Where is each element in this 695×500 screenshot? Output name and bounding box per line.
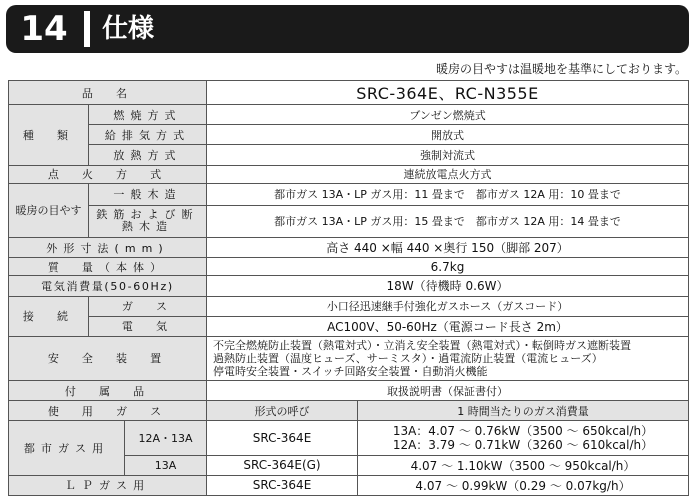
heat-label: 放熱方式 bbox=[89, 145, 207, 165]
safety-value bbox=[207, 336, 689, 380]
power-value: 18W（待機時 0.6W） bbox=[207, 276, 689, 296]
table-row bbox=[9, 145, 689, 165]
table-row bbox=[9, 81, 689, 105]
table-row bbox=[9, 105, 689, 125]
wood-label: 一般木造 bbox=[89, 183, 207, 205]
gas-connection-value: 小口径迅速継手付強化ガスホース（ガスコード） bbox=[207, 296, 689, 316]
table-row bbox=[9, 205, 689, 237]
lp-gas-model: SRC-364E bbox=[207, 475, 358, 495]
consumption-line: 13A：4.07 〜 0.76kW（3500 〜 650kcal/h） bbox=[392, 423, 654, 438]
product-name-label: 品 名 bbox=[9, 81, 207, 105]
gas-connection-label: ガ ス bbox=[89, 296, 207, 316]
city-gas-label: 都市ガス用 bbox=[9, 421, 125, 475]
table-row bbox=[9, 276, 689, 296]
safety-label: 安 全 装 置 bbox=[9, 336, 207, 380]
table-row bbox=[9, 381, 689, 401]
city-gas-type-2: 13A bbox=[125, 455, 207, 475]
ignition-value: 連続放電点火方式 bbox=[207, 165, 689, 183]
concrete-label: 鉄筋および断熱木造 bbox=[89, 205, 207, 237]
city-gas-model-2: SRC-364E(G) bbox=[207, 455, 358, 475]
electric-connection-value: AC100V、50-60Hz（電源コード長さ 2m） bbox=[207, 316, 689, 336]
table-row bbox=[9, 183, 689, 205]
heat-value: 強制対流式 bbox=[207, 145, 689, 165]
table-row bbox=[9, 316, 689, 336]
lp-gas-consumption: 4.07 〜 0.99kW（0.29 〜 0.07kg/h） bbox=[358, 475, 689, 495]
table-row bbox=[9, 475, 689, 495]
wood-value: 都市ガス 13A・LP ガス用：11 畳まで 都市ガス 12A 用：10 畳まで bbox=[207, 183, 689, 205]
city-gas-consumption-2: 4.07 〜 1.10kW（3500 〜 950kcal/h） bbox=[358, 455, 689, 475]
exhaust-value: 開放式 bbox=[207, 125, 689, 145]
accessories-value: 取扱説明書（保証書付） bbox=[207, 381, 689, 401]
section-title: 仕様 bbox=[102, 14, 155, 44]
combustion-label: 燃焼方式 bbox=[89, 105, 207, 125]
table-row bbox=[9, 421, 689, 455]
table-row bbox=[9, 336, 689, 380]
table-row bbox=[9, 165, 689, 183]
dimensions-value: 高さ 440 ×幅 440 ×奥行 150（脚部 207） bbox=[207, 238, 689, 258]
combustion-value: ブンゼン燃焼式 bbox=[207, 105, 689, 125]
consumption-header: 1 時間当たりのガス消費量 bbox=[358, 401, 689, 421]
section-header bbox=[6, 5, 689, 53]
header-divider bbox=[84, 11, 90, 47]
table-row bbox=[9, 401, 689, 421]
spec-table bbox=[8, 80, 689, 496]
product-name-value: SRC-364E、RC-N355E bbox=[207, 81, 689, 105]
safety-line: 停電時安全装置・スイッチ回路安全装置・自動消火機能 bbox=[213, 364, 488, 378]
consumption-line: 12A：3.79 〜 0.71kW（3260 〜 610kcal/h） bbox=[392, 437, 654, 452]
type-label: 種 類 bbox=[9, 105, 89, 165]
table-row bbox=[9, 238, 689, 258]
table-row bbox=[9, 258, 689, 276]
lp-gas-label: ＬＰガス用 bbox=[9, 475, 207, 495]
safety-line: 過熱防止装置（温度ヒューズ、サーミスタ）・過電流防止装置（電流ヒューズ） bbox=[213, 351, 603, 365]
concrete-value: 都市ガス 13A・LP ガス用：15 畳まで 都市ガス 12A 用：14 畳まで bbox=[207, 205, 689, 237]
gas-usage-label: 使 用 ガ ス bbox=[9, 401, 207, 421]
dimensions-label: 外形寸法(mm) bbox=[9, 238, 207, 258]
electric-connection-label: 電 気 bbox=[89, 316, 207, 336]
heating-area-label: 暖房の目やす bbox=[9, 183, 89, 237]
city-gas-consumption-1 bbox=[358, 421, 689, 455]
power-label: 電気消費量(50-60Hz) bbox=[9, 276, 207, 296]
mass-label: 質 量（本体） bbox=[9, 258, 207, 276]
safety-line: 不完全燃焼防止装置（熱電対式）・立消え安全装置（熱電対式）・転倒時ガス遮断装置 bbox=[213, 338, 631, 352]
city-gas-type-1: 12A・13A bbox=[125, 421, 207, 455]
heating-note: 暖房の目やすは温暖地を基準にしております。 bbox=[435, 62, 687, 76]
city-gas-model-1: SRC-364E bbox=[207, 421, 358, 455]
table-row bbox=[9, 296, 689, 316]
ignition-label: 点 火 方 式 bbox=[9, 165, 207, 183]
table-row bbox=[9, 125, 689, 145]
connection-label: 接 続 bbox=[9, 296, 89, 336]
accessories-label: 付 属 品 bbox=[9, 381, 207, 401]
exhaust-label: 給排気方式 bbox=[89, 125, 207, 145]
mass-value: 6.7kg bbox=[207, 258, 689, 276]
section-number: 14 bbox=[20, 9, 68, 49]
model-header: 形式の呼び bbox=[207, 401, 358, 421]
